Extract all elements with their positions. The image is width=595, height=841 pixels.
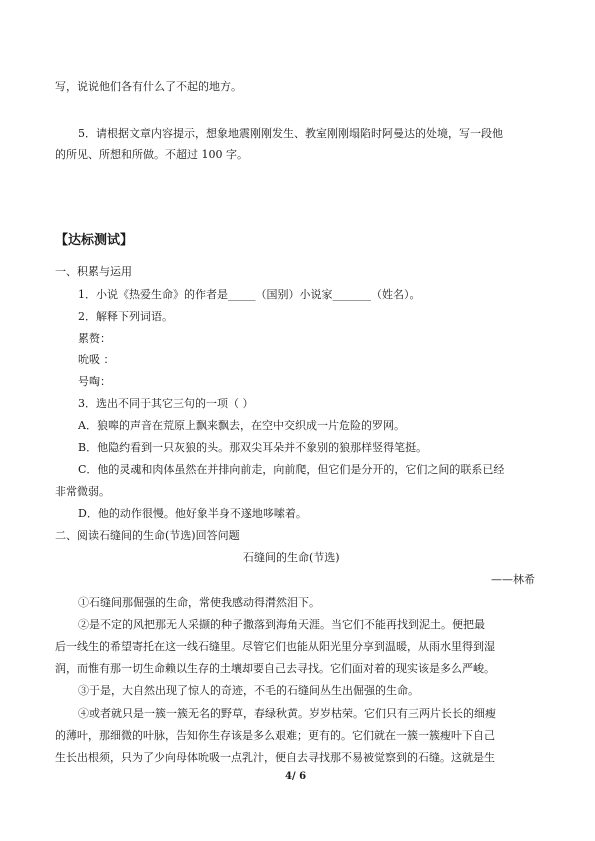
paragraph-3: ③于是，大自然出现了惊人的奇迹，不毛的石缝间丛生出倔强的生命。 [78,684,419,697]
term-3: 号啕： [78,375,111,388]
part-1-heading: 一、积累与运用 [55,265,132,278]
option-d: D．他的动作很慢。他好象半身不遂地哆嗦着。 [78,507,307,520]
term-2: 吮吸 ： [78,353,115,366]
passage-title: 石缝间的生命(节选) [243,551,340,564]
answer-line-continuation: 写，说说他们各有什么了不起的地方。 [55,80,242,93]
passage-author: ——林希 [491,573,535,586]
question-5-line-1: 5．请根据文章内容提示，想象地震刚刚发生、教室刚刚塌陷时阿曼达的处境，写一段他 [78,127,503,140]
term-1: 累赘： [78,332,111,345]
paragraph-2-line-2: 后一线生的希望寄托在这一线石缝里。尽管它们也能从阳光里分享到温暖，从雨水里得到湿 [55,640,495,653]
paragraph-1: ①石缝间那倔强的生命，常使我感动得潸然泪下。 [78,596,320,609]
option-c-line-1: C．他的灵魂和肉体虽然在并排向前走，向前爬，但它们是分开的，它们之间的联系已经 [78,463,505,476]
section-title: 【达标测试】 [55,233,134,248]
option-b: B．他隐约看到一只灰狼的头。那双尖耳朵并不象别的狼那样竖得笔挺。 [78,441,428,454]
page-number: 4/ 6 [285,771,307,782]
paragraph-4-line-2: 的薄叶，那细微的叶脉，告知你生存该是多么艰难；更有的。它们就在一簇一簇瘦叶下自己 [55,729,495,742]
paragraph-4-line-3: 生长出根须，只为了少向母体吮吸一点乳汁，便自去寻找那不易被觉察到的石缝。这就是生 [55,751,495,764]
question-2: 2．解释下列词语。 [78,310,173,323]
option-c-line-2: 非常微弱。 [55,485,110,498]
paragraph-2-line-3: 润，而惟有那一切生命赖以生存的土壤却要自己去寻找。它们面对着的现实该是多么严峻。 [55,662,495,675]
paragraph-4-line-1: ④或者就只是一簇一簇无名的野草，春绿秋黄。岁岁枯荣。它们只有三两片长长的细瘦 [78,707,496,720]
question-5-line-2: 的所见、所想和所做。不超过 100 字。 [55,148,248,161]
question-1: 1．小说《热爱生命》的作者是_____（国别）小说家_______（姓名）。 [78,288,421,301]
question-3: 3．选出不同于其它三句的一项（ ） [78,397,254,410]
part-2-heading: 二、阅读石缝间的生命(节选)回答问题 [55,529,240,542]
option-a: A．狼嗥的声音在荒原上飘来飘去，在空中交织成一片危险的罗网。 [78,419,405,432]
paragraph-2-line-1: ②是不定的风把那无人采撷的种子撒落到海角天涯。当它们不能再找到泥土。便把最 [78,618,485,631]
